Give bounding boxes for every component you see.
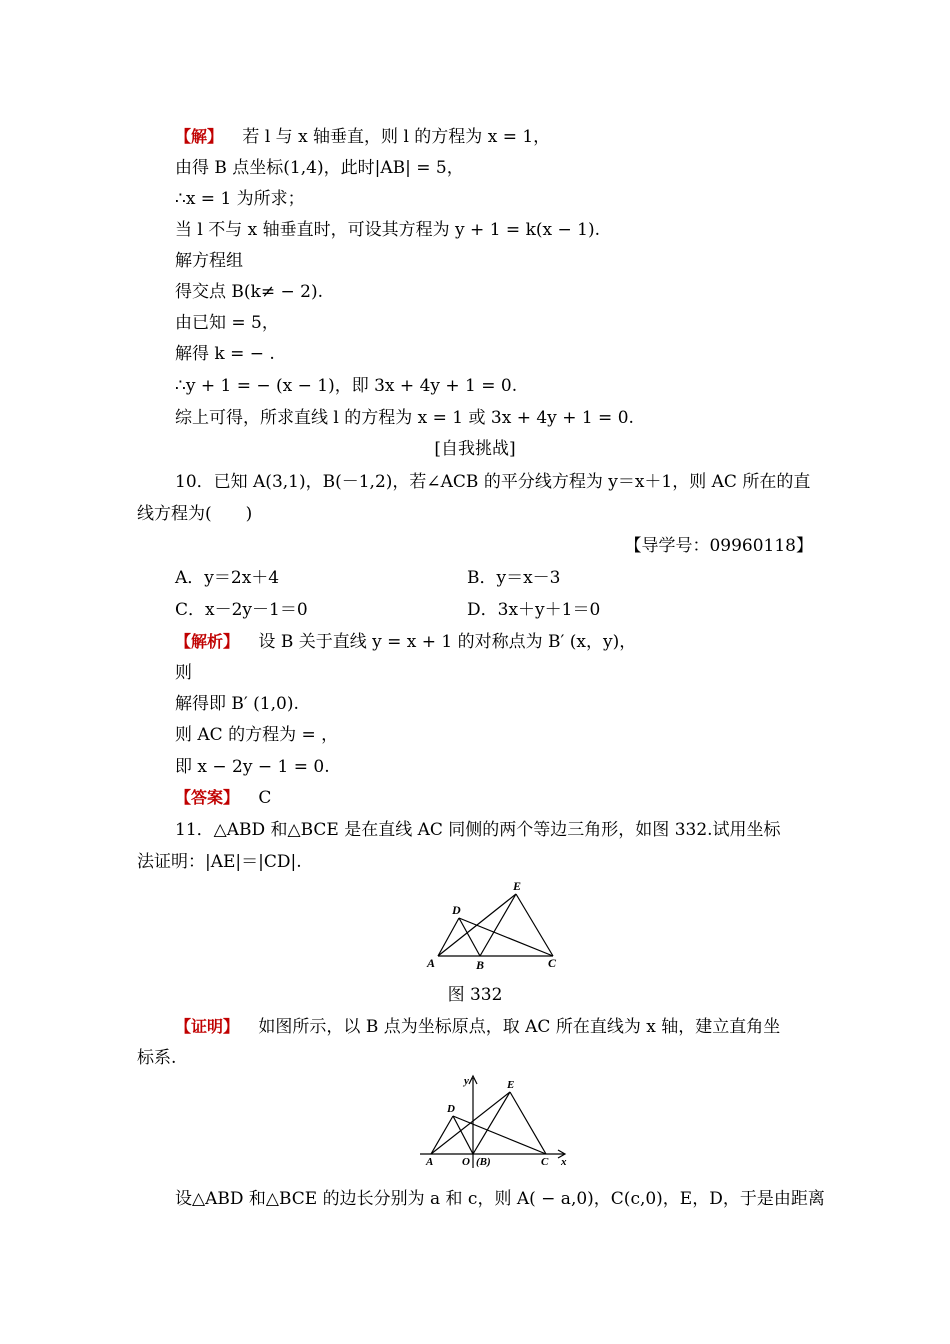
- problem10-line-1: 10．已知 A(3,1)，B(－1,2)，若∠ACB 的平分线方程为 y＝x＋1，则 AC 所在的直: [175, 472, 811, 492]
- fig1-label-c: C: [548, 956, 557, 970]
- solution-line-1: [175, 126, 550, 148]
- option-a: A．y＝2x＋4: [175, 568, 280, 588]
- analysis-line-1: [175, 631, 636, 653]
- fig1-label-a: A: [427, 956, 436, 970]
- proof-line-2: 标系.: [137, 1048, 177, 1068]
- fig2-label-a: A: [426, 1156, 434, 1168]
- problem11-line-1: 11．△ABD 和△BCE 是在直线 AC 同侧的两个等边三角形，如图 332.试用坐标: [175, 820, 781, 840]
- analysis-text-1: 设 B 关于直线 y = x + 1 的对称点为 B′ (x，y)，: [258, 632, 637, 652]
- proof-tag: 【证明】: [175, 1017, 240, 1036]
- fig2-label-o: O: [462, 1156, 470, 1168]
- guide-number: 【导学号：09960118】: [624, 536, 813, 556]
- fig2-label-x: x: [561, 1156, 567, 1168]
- solution-tag: 【解】: [175, 127, 224, 146]
- fig1-line-ad: [438, 918, 459, 956]
- fig2-label-d: D: [447, 1103, 455, 1115]
- solution-text-1: 若 l 与 x 轴垂直，则 l 的方程为 x = 1，: [242, 127, 551, 147]
- solution-line-8: 解得 k = − .: [175, 344, 275, 364]
- answer-tag: 【答案】: [175, 788, 240, 807]
- figure-332-caption: 图 332: [447, 985, 503, 1005]
- solution-line-5: 解方程组: [175, 251, 243, 271]
- problem10-line-2: 线方程为( ): [137, 504, 253, 524]
- proof-line-1: [175, 1016, 780, 1038]
- solution-line-7: 由已知 = 5，: [175, 313, 279, 333]
- fig2-line-ad: [431, 1116, 453, 1154]
- option-c: C．x－2y－1＝0: [175, 600, 308, 620]
- fig2-label-c: C: [541, 1156, 549, 1168]
- fig1-line-be: [480, 894, 516, 956]
- fig1-label-b: B: [476, 958, 485, 972]
- analysis-line-3: 解得即 B′ (1,0).: [175, 694, 299, 714]
- problem11-line-2: 法证明：|AE|＝|CD|.: [137, 852, 302, 872]
- figure-332: [425, 876, 565, 972]
- analysis-tag: 【解析】: [175, 632, 240, 651]
- fig2-label-e: E: [507, 1079, 515, 1091]
- fig1-label-e: E: [513, 879, 522, 893]
- proof-text-1: 如图所示，以 B 点为坐标原点，取 AC 所在直线为 x 轴，建立直角坐: [258, 1017, 781, 1037]
- coordinate-figure: [418, 1072, 574, 1170]
- solution-line-4: 当 l 不与 x 轴垂直时，可设其方程为 y + 1 = k(x − 1).: [175, 220, 600, 240]
- fig1-line-ec: [516, 894, 553, 956]
- solution-line-6: 得交点 B(k≠ − 2).: [175, 282, 323, 302]
- problem11-last-line: 设△ABD 和△BCE 的边长分别为 a 和 c，则 A( − a,0)，C(c,0)，E，D，于是由距离: [175, 1189, 825, 1209]
- option-d: D．3x＋y＋1＝0: [467, 600, 601, 620]
- solution-line-2: 由得 B 点坐标(1,4)，此时|AB| = 5，: [175, 158, 464, 178]
- analysis-line-2: 则: [175, 663, 192, 683]
- fig2-label-y: y: [464, 1075, 469, 1087]
- solution-line-10: 综上可得，所求直线 l 的方程为 x = 1 或 3x + 4y + 1 = 0.: [175, 408, 634, 428]
- answer-line: [175, 787, 271, 809]
- fig2-line-dc: [453, 1116, 546, 1154]
- fig2-label-b: (B): [476, 1156, 491, 1168]
- fig2-line-ec: [510, 1092, 546, 1154]
- section-heading: [自我挑战]: [434, 439, 516, 459]
- fig2-line-be: [473, 1092, 510, 1154]
- fig1-line-dc: [459, 918, 553, 956]
- option-b: B．y＝x－3: [467, 568, 561, 588]
- analysis-line-5: 即 x − 2y − 1 = 0.: [175, 757, 330, 777]
- answer-value: C: [258, 788, 272, 808]
- solution-line-9: ∴y + 1 = − (x − 1)，即 3x + 4y + 1 = 0.: [175, 376, 518, 396]
- fig1-label-d: D: [452, 903, 461, 917]
- analysis-line-4: 则 AC 的方程为 = ，: [175, 725, 339, 745]
- solution-line-3: ∴x = 1 为所求；: [175, 189, 305, 209]
